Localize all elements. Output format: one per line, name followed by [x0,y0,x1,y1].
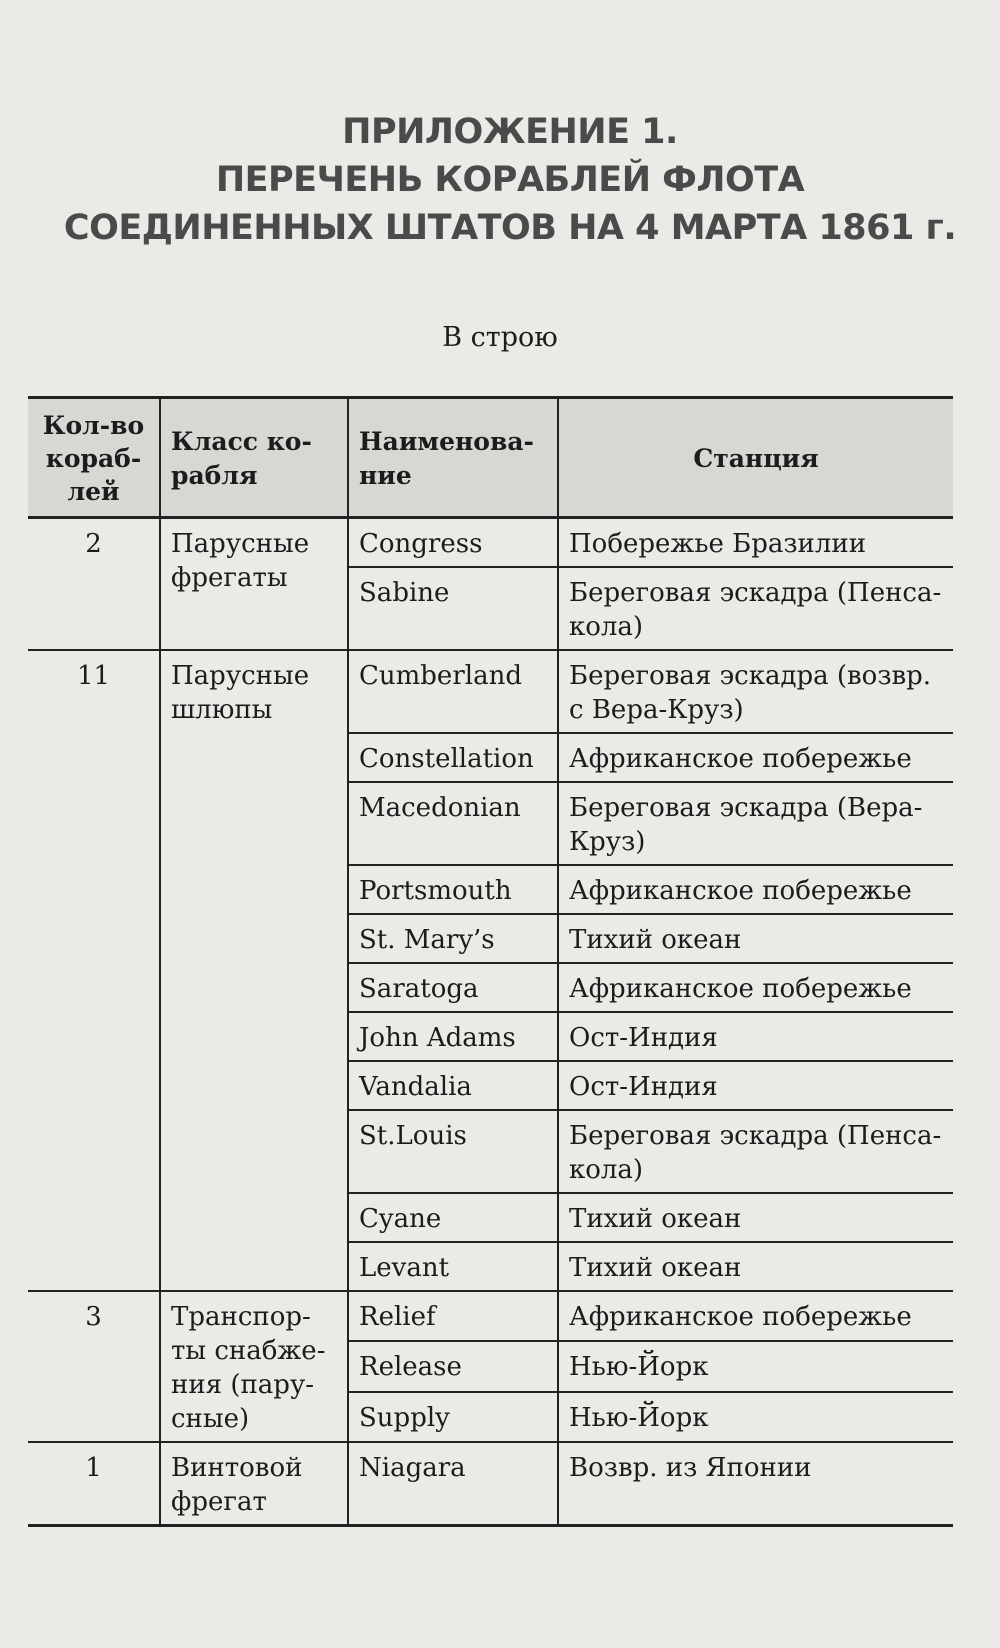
column-header-count: Кол-во кораб-лей [28,398,160,518]
ship-class-cell: Парусные фрегаты [160,518,348,651]
ship-count-cell: 2 [28,518,160,651]
ship-station-cell: Тихий океан [558,1193,953,1242]
fleet-table-body [28,518,953,1526]
ship-name-cell: St.Louis [348,1110,558,1193]
ship-name-cell: St. Mary’s [348,914,558,963]
fleet-table [28,396,953,1527]
ship-station-cell: Нью-Йорк [558,1341,953,1391]
ship-name-cell: Congress [348,518,558,568]
table-header-row [28,398,953,518]
ship-count-cell: 3 [28,1291,160,1442]
ship-name-cell: Portsmouth [348,865,558,914]
ship-station-cell: Африканское побережье [558,963,953,1012]
appendix-heading [60,108,960,252]
ship-station-cell: Африканское побережье [558,865,953,914]
ship-station-cell: Тихий океан [558,1242,953,1291]
ship-name-cell: Vandalia [348,1061,558,1110]
heading-line: ПРИЛОЖЕНИЕ 1. [342,112,678,152]
table-row [28,518,953,568]
ship-name-cell: Release [348,1341,558,1391]
ship-station-cell: Тихий океан [558,914,953,963]
ship-name-cell: Levant [348,1242,558,1291]
heading-line: ПЕРЕЧЕНЬ КОРАБЛЕЙ ФЛОТА [215,160,805,200]
table-row [28,1291,953,1341]
ship-name-cell: Niagara [348,1442,558,1526]
ship-class-cell: Парусные шлюпы [160,650,348,1291]
ship-station-cell: Возвр. из Японии [558,1442,953,1526]
ship-station-cell: Береговая эскадра (Вера-Круз) [558,782,953,865]
table-row [28,1442,953,1526]
ship-station-cell: Ост-Индия [558,1012,953,1061]
ship-station-cell: Побережье Бразилии [558,518,953,568]
ship-name-cell: Cyane [348,1193,558,1242]
ship-name-cell: Cumberland [348,650,558,733]
ship-name-cell: Macedonian [348,782,558,865]
ship-station-cell: Нью-Йорк [558,1392,953,1442]
table-row [28,650,953,733]
ship-station-cell: Береговая эскадра (возвр. с Вера-Круз) [558,650,953,733]
ship-station-cell: Африканское побережье [558,1291,953,1341]
ship-count-cell: 11 [28,650,160,1291]
ship-name-cell: Supply [348,1392,558,1442]
ship-count-cell: 1 [28,1442,160,1526]
heading-line: СОЕДИНЕННЫХ ШТАТОВ НА 4 МАРТА 1861 г. [63,208,957,248]
ship-station-cell: Береговая эскадра (Пенса-кола) [558,1110,953,1193]
column-header-class: Класс ко-рабля [160,398,348,518]
column-header-name: Наименова-ние [348,398,558,518]
ship-class-cell: Винтовой фрегат [160,1442,348,1526]
section-subheading: В строю [442,322,558,353]
ship-name-cell: Constellation [348,733,558,782]
ship-name-cell: Relief [348,1291,558,1341]
ship-name-cell: Sabine [348,567,558,650]
ship-station-cell: Ост-Индия [558,1061,953,1110]
column-header-station: Станция [558,398,953,518]
ship-name-cell: Saratoga [348,963,558,1012]
ship-station-cell: Африканское побережье [558,733,953,782]
ship-class-cell: Транспор-ты снабже-ния (пару-сные) [160,1291,348,1442]
ship-name-cell: John Adams [348,1012,558,1061]
ship-station-cell: Береговая эскадра (Пенса-кола) [558,567,953,650]
